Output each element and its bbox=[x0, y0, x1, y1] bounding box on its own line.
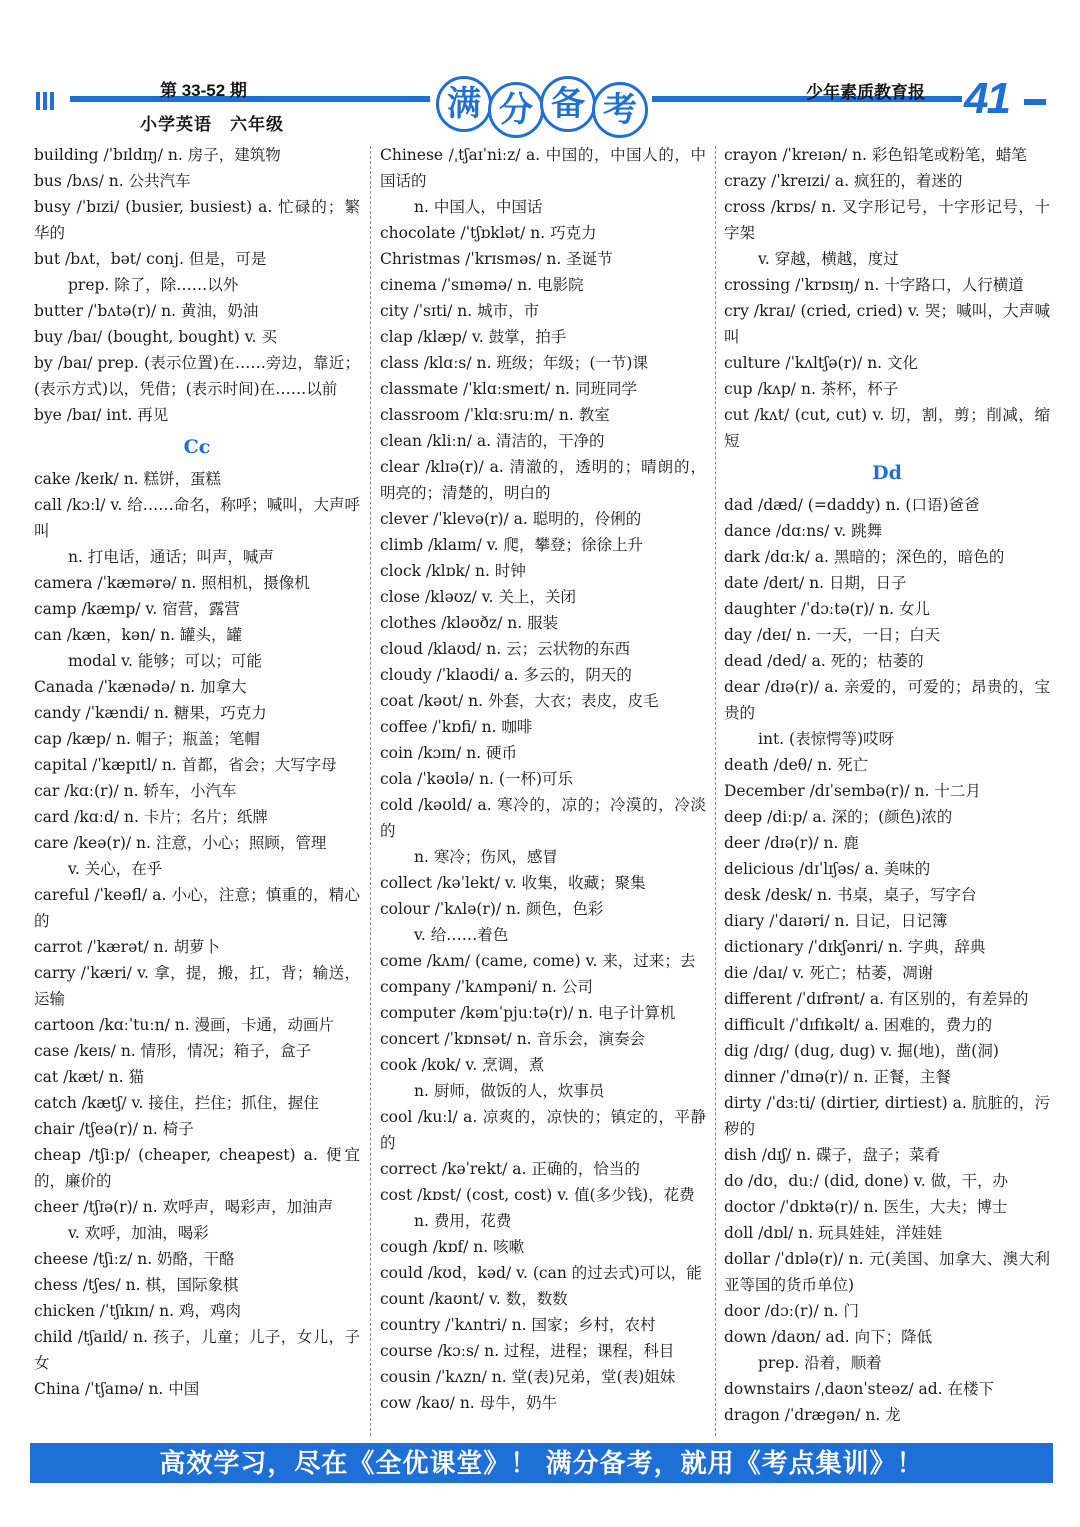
vocab-column-3 bbox=[724, 142, 1050, 1428]
vocab-entry: different /ˈdɪfrənt/ a. 有区别的，有差异的 bbox=[724, 990, 1029, 1008]
vocab-entry: door /dɔː(r)/ n. 门 bbox=[724, 1302, 859, 1320]
vocab-entry: camp /kæmp/ v. 宿营，露营 bbox=[34, 600, 240, 618]
page-number: 41 bbox=[964, 74, 1009, 123]
vocab-entry: death /deθ/ n. 死亡 bbox=[724, 756, 869, 774]
vocab-entry: care /keə(r)/ n. 注意，小心；照顾，管理 bbox=[34, 834, 327, 852]
vocab-entry: classmate /ˈklɑːsmeɪt/ n. 同班同学 bbox=[380, 380, 638, 398]
vocab-entry: dinner /ˈdɪnə(r)/ n. 正餐，主餐 bbox=[724, 1068, 951, 1086]
vocab-entry: do /dʊ，duː/ (did, done) v. 做，干，办 bbox=[724, 1172, 1009, 1190]
vocab-entry: daughter /ˈdɔːtə(r)/ n. 女儿 bbox=[724, 600, 930, 618]
vocab-entry: clever /ˈklevə(r)/ a. 聪明的，伶俐的 bbox=[380, 510, 642, 528]
vocab-entry: downstairs /ˌdaʊnˈsteəz/ ad. 在楼下 bbox=[724, 1380, 995, 1398]
vocab-sense: v. 欢呼，加油，喝彩 bbox=[68, 1224, 209, 1242]
vocab-entry: coat /kəʊt/ n. 外套，大衣；表皮，皮毛 bbox=[380, 692, 659, 710]
vocab-entry: concert /ˈkɒnsət/ n. 音乐会，演奏会 bbox=[380, 1030, 646, 1048]
vocab-entry: dance /dɑːns/ v. 跳舞 bbox=[724, 522, 883, 540]
vocab-entry: cartoon /kɑːˈtuːn/ n. 漫画，卡通，动画片 bbox=[34, 1016, 335, 1034]
page-number-dash bbox=[1024, 99, 1046, 105]
vocab-entry: clothes /kləʊðz/ n. 服装 bbox=[380, 614, 559, 632]
vocab-entry: buy /baɪ/ (bought, bought) v. 买 bbox=[34, 328, 277, 346]
vocab-entry: clear /klɪə(r)/ a. 清澈的，透明的；晴朗的，明亮的；清楚的，明白的 bbox=[380, 458, 706, 502]
vocab-sense: n. 中国人，中国话 bbox=[414, 198, 543, 216]
vocab-sense: int. (表惊愕等)哎呀 bbox=[758, 730, 895, 748]
vocab-entry: chicken /ˈtʃɪkɪn/ n. 鸡，鸡肉 bbox=[34, 1302, 241, 1320]
vocab-entry: cola /ˈkəʊlə/ n. (一杯)可乐 bbox=[380, 770, 574, 788]
vocab-entry: correct /kəˈrekt/ a. 正确的，恰当的 bbox=[380, 1160, 640, 1178]
vocab-entry: cool /kuːl/ a. 凉爽的，凉快的；镇定的，平静的 bbox=[380, 1108, 706, 1152]
vocab-entry: difficult /ˈdɪfɪkəlt/ a. 困难的，费力的 bbox=[724, 1016, 993, 1034]
vocab-entry: capital /ˈkæpɪtl/ n. 首都，省会；大写字母 bbox=[34, 756, 337, 774]
header-rule-left bbox=[70, 96, 430, 102]
vocab-entry: careful /ˈkeəfl/ a. 小心，注意；慎重的，精心的 bbox=[34, 886, 360, 930]
vocab-entry: candy /ˈkændi/ n. 糖果，巧克力 bbox=[34, 704, 267, 722]
vocab-entry: company /ˈkʌmpəni/ n. 公司 bbox=[380, 978, 593, 996]
vocab-entry: dear /dɪə(r)/ a. 亲爱的，可爱的；昂贵的，宝贵的 bbox=[724, 678, 1050, 722]
vocab-entry: dirty /ˈdɜːti/ (dirtier, dirtiest) a. 肮脏的，污秽的 bbox=[724, 1094, 1050, 1138]
vocab-sense: n. 费用，花费 bbox=[414, 1212, 512, 1230]
vocab-entry: card /kɑːd/ n. 卡片；名片；纸牌 bbox=[34, 808, 268, 826]
vocab-entry: dead /ded/ a. 死的；枯萎的 bbox=[724, 652, 924, 670]
column-divider bbox=[715, 146, 716, 1436]
vocab-column-1 bbox=[34, 142, 360, 1402]
vocab-entry: cloudy /ˈklaʊdi/ a. 多云的，阴天的 bbox=[380, 666, 632, 684]
title-char: 分 bbox=[488, 82, 544, 138]
vocab-entry: busy /ˈbɪzi/ (busier, busiest) a. 忙碌的；繁华的 bbox=[34, 198, 360, 242]
vocab-entry: city /ˈsɪti/ n. 城市，市 bbox=[380, 302, 540, 320]
vocab-entry: classroom /ˈklɑːsruːm/ n. 教室 bbox=[380, 406, 610, 424]
vocab-entry: colour /ˈkʌlə(r)/ n. 颜色，色彩 bbox=[380, 900, 604, 918]
vocab-entry: building /ˈbɪldɪŋ/ n. 房子，建筑物 bbox=[34, 146, 281, 164]
vocab-sense: v. 给……着色 bbox=[414, 926, 509, 944]
vocab-sense: modal v. 能够；可以；可能 bbox=[68, 652, 262, 670]
vocab-entry: cat /kæt/ n. 猫 bbox=[34, 1068, 144, 1086]
vocab-entry: count /kaʊnt/ v. 数，数数 bbox=[380, 1290, 568, 1308]
column-divider bbox=[370, 146, 371, 1436]
vocab-entry: doctor /ˈdɒktə(r)/ n. 医生，大夫；博士 bbox=[724, 1198, 1008, 1216]
vocab-entry: cost /kɒst/ (cost, cost) v. 值(多少钱)，花费 bbox=[380, 1186, 695, 1204]
vocab-entry: crazy /ˈkreɪzi/ a. 疯狂的，着迷的 bbox=[724, 172, 963, 190]
title-char: 备 bbox=[540, 76, 596, 132]
vocab-entry: cheer /tʃɪə(r)/ n. 欢呼声，喝彩声，加油声 bbox=[34, 1198, 334, 1216]
vocab-entry: chair /tʃeə(r)/ n. 椅子 bbox=[34, 1120, 194, 1138]
vocab-sense: prep. 除了，除……以外 bbox=[68, 276, 239, 294]
vocab-entry: desk /desk/ n. 书桌，桌子，写字台 bbox=[724, 886, 977, 904]
vocab-entry: dig /dɪg/ (dug, dug) v. 掘(地)，凿(洞) bbox=[724, 1042, 999, 1060]
vocab-entry: cheap /tʃiːp/ (cheaper, cheapest) a. 便宜的，廉价的 bbox=[34, 1146, 360, 1190]
vocab-entry: bus /bʌs/ n. 公共汽车 bbox=[34, 172, 191, 190]
vocab-entry: cloud /klaʊd/ n. 云；云状物的东西 bbox=[380, 640, 631, 658]
vocab-entry: chess /tʃes/ n. 棋，国际象棋 bbox=[34, 1276, 239, 1294]
vocab-entry: camera /ˈkæmərə/ n. 照相机，摄像机 bbox=[34, 574, 310, 592]
vocab-entry: deep /diːp/ a. 深的；(颜色)浓的 bbox=[724, 808, 953, 826]
vocab-entry: can /kæn，kən/ n. 罐头，罐 bbox=[34, 626, 243, 644]
vocab-entry: clap /klæp/ v. 鼓掌，拍手 bbox=[380, 328, 567, 346]
vocab-sense: n. 寒冷；伤风，感冒 bbox=[414, 848, 558, 866]
vocab-entry: but /bʌt，bət/ conj. 但是，可是 bbox=[34, 250, 267, 268]
vocab-sense: n. 厨师，做饭的人，炊事员 bbox=[414, 1082, 605, 1100]
vocab-entry: dictionary /ˈdɪkʃənri/ n. 字典，辞典 bbox=[724, 938, 986, 956]
vocab-sense: v. 关心，在乎 bbox=[68, 860, 163, 878]
vocab-entry: Canada /ˈkænədə/ n. 加拿大 bbox=[34, 678, 247, 696]
vocab-entry: car /kɑː(r)/ n. 轿车，小汽车 bbox=[34, 782, 237, 800]
vocab-entry: clock /klɒk/ n. 时钟 bbox=[380, 562, 526, 580]
vocab-entry: catch /kætʃ/ v. 接住，拦住；抓住，握住 bbox=[34, 1094, 319, 1112]
vocab-entry: computer /kəmˈpjuːtə(r)/ n. 电子计算机 bbox=[380, 1004, 676, 1022]
vocab-entry: climb /klaɪm/ v. 爬，攀登；徐徐上升 bbox=[380, 536, 644, 554]
vocab-entry: date /deɪt/ n. 日期，日子 bbox=[724, 574, 907, 592]
issue-number: 第 33-52 期 bbox=[160, 81, 247, 100]
vocab-entry: cut /kʌt/ (cut, cut) v. 切，割，剪；削减，缩短 bbox=[724, 406, 1050, 450]
vocab-sense: v. 穿越，横越，度过 bbox=[758, 250, 899, 268]
vocab-entry: class /klɑːs/ n. 班级；年级；(一节)课 bbox=[380, 354, 648, 372]
vocab-entry: cold /kəʊld/ a. 寒冷的，凉的；冷漠的，冷淡的 bbox=[380, 796, 706, 840]
page-header bbox=[0, 0, 1080, 148]
vocab-entry: cough /kɒf/ n. 咳嗽 bbox=[380, 1238, 525, 1256]
vocab-entry: dragon /ˈdrægən/ n. 龙 bbox=[724, 1406, 901, 1424]
vocab-entry: delicious /dɪˈlɪʃəs/ a. 美味的 bbox=[724, 860, 931, 878]
vocab-entry: close /kləʊz/ v. 关上，关闭 bbox=[380, 588, 576, 606]
vocab-entry: cross /krɒs/ n. 叉字形记号，十字形记号，十字架 bbox=[724, 198, 1050, 242]
vocab-entry: cow /kaʊ/ n. 母牛，奶牛 bbox=[380, 1394, 558, 1412]
vocab-entry: crayon /ˈkreɪən/ n. 彩色铅笔或粉笔，蜡笔 bbox=[724, 146, 1027, 164]
footer-banner: 高效学习，尽在《全优课堂》！ 满分备考，就用《考点集训》！ bbox=[30, 1443, 1053, 1483]
vocab-entry: die /daɪ/ v. 死亡；枯萎，凋谢 bbox=[724, 964, 934, 982]
section-letter-heading: Cc bbox=[183, 436, 211, 458]
section-letter-heading: Dd bbox=[872, 462, 902, 484]
vocab-entry: could /kʊd，kəd/ v. (can 的过去式)可以，能 bbox=[380, 1264, 702, 1282]
vocab-entry: dish /dɪʃ/ n. 碟子，盘子；菜肴 bbox=[724, 1146, 941, 1164]
vocab-entry: course /kɔːs/ n. 过程，进程；课程，科目 bbox=[380, 1342, 675, 1360]
vocab-entry: cheese /tʃiːz/ n. 奶酪，干酪 bbox=[34, 1250, 235, 1268]
vocab-entry: cake /keɪk/ n. 糕饼，蛋糕 bbox=[34, 470, 222, 488]
vocab-entry: Chinese /ˌtʃaɪˈniːz/ a. 中国的，中国人的，中国话的 bbox=[380, 146, 706, 190]
vocab-entry: dad /dæd/ (=daddy) n. (口语)爸爸 bbox=[724, 496, 980, 514]
vocab-entry: butter /ˈbʌtə(r)/ n. 黄油，奶油 bbox=[34, 302, 259, 320]
vocab-entry: coffee /ˈkɒfi/ n. 咖啡 bbox=[380, 718, 533, 736]
vocab-entry: chocolate /ˈtʃɒklət/ n. 巧克力 bbox=[380, 224, 597, 242]
vocab-entry: carry /ˈkæri/ v. 拿，提，搬，扛，背；输送，运输 bbox=[34, 964, 360, 1008]
vocab-entry: day /deɪ/ n. 一天，一日；白天 bbox=[724, 626, 941, 644]
vocab-column-2 bbox=[380, 142, 706, 1416]
vocab-sense: prep. 沿着，顺着 bbox=[758, 1354, 882, 1372]
vocab-entry: come /kʌm/ (came, come) v. 来，过来；去 bbox=[380, 952, 696, 970]
vocab-entry: doll /dɒl/ n. 玩具娃娃，洋娃娃 bbox=[724, 1224, 943, 1242]
vocab-entry: by /baɪ/ prep. (表示位置)在……旁边，靠近；(表示方式)以，凭借；(表示时间)在……以前 bbox=[34, 354, 360, 398]
vocab-entry: cap /kæp/ n. 帽子；瓶盖；笔帽 bbox=[34, 730, 260, 748]
vocab-entry: dark /dɑːk/ a. 黑暗的；深色的，暗色的 bbox=[724, 548, 1005, 566]
vocab-entry: China /ˈtʃaɪnə/ n. 中国 bbox=[34, 1380, 200, 1398]
vocab-entry: culture /ˈkʌltʃə(r)/ n. 文化 bbox=[724, 354, 919, 372]
vocab-entry: country /ˈkʌntri/ n. 国家；乡村，农村 bbox=[380, 1316, 656, 1334]
vocab-entry: cinema /ˈsɪnəmə/ n. 电影院 bbox=[380, 276, 584, 294]
vocab-entry: cousin /ˈkʌzn/ n. 堂(表)兄弟，堂(表)姐妹 bbox=[380, 1368, 676, 1386]
title-char: 满 bbox=[436, 76, 492, 132]
vocab-entry: case /keɪs/ n. 情形，情况；箱子，盒子 bbox=[34, 1042, 312, 1060]
vocab-sense: n. 打电话，通话；叫声，喊声 bbox=[68, 548, 274, 566]
header-bars-decoration bbox=[36, 92, 58, 110]
vocab-entry: Christmas /ˈkrɪsməs/ n. 圣诞节 bbox=[380, 250, 613, 268]
vocab-entry: collect /kəˈlekt/ v. 收集，收藏；聚集 bbox=[380, 874, 646, 892]
vocab-entry: down /daʊn/ ad. 向下；降低 bbox=[724, 1328, 933, 1346]
vocab-entry: December /dɪˈsembə(r)/ n. 十二月 bbox=[724, 782, 981, 800]
vocab-entry: carrot /ˈkærət/ n. 胡萝卜 bbox=[34, 938, 220, 956]
vocab-entry: cup /kʌp/ n. 茶杯，杯子 bbox=[724, 380, 899, 398]
vocab-entry: dollar /ˈdɒlə(r)/ n. 元(美国、加拿大、澳大利亚等国的货币单位) bbox=[724, 1250, 1050, 1294]
newspaper-name: 少年素质教育报 bbox=[806, 83, 925, 102]
vocab-entry: call /kɔːl/ v. 给……命名，称呼；喊叫，大声呼叫 bbox=[34, 496, 360, 540]
vocab-entry: coin /kɔɪn/ n. 硬币 bbox=[380, 744, 518, 762]
page-title bbox=[432, 76, 652, 136]
title-char: 考 bbox=[592, 82, 648, 138]
vocab-entry: clean /kliːn/ a. 清洁的，干净的 bbox=[380, 432, 605, 450]
subject-grade: 小学英语 六年级 bbox=[140, 115, 284, 134]
vocab-entry: child /tʃaɪld/ n. 孩子，儿童；儿子，女儿，子女 bbox=[34, 1328, 360, 1372]
vocab-entry: deer /dɪə(r)/ n. 鹿 bbox=[724, 834, 859, 852]
vocab-entry: crossing /ˈkrɒsɪŋ/ n. 十字路口，人行横道 bbox=[724, 276, 1024, 294]
vocab-entry: cook /kʊk/ v. 烹调，煮 bbox=[380, 1056, 545, 1074]
vocab-entry: diary /ˈdaɪəri/ n. 日记，日记簿 bbox=[724, 912, 948, 930]
vocab-entry: bye /baɪ/ int. 再见 bbox=[34, 406, 169, 424]
vocab-entry: cry /kraɪ/ (cried, cried) v. 哭；喊叫，大声喊叫 bbox=[724, 302, 1050, 346]
